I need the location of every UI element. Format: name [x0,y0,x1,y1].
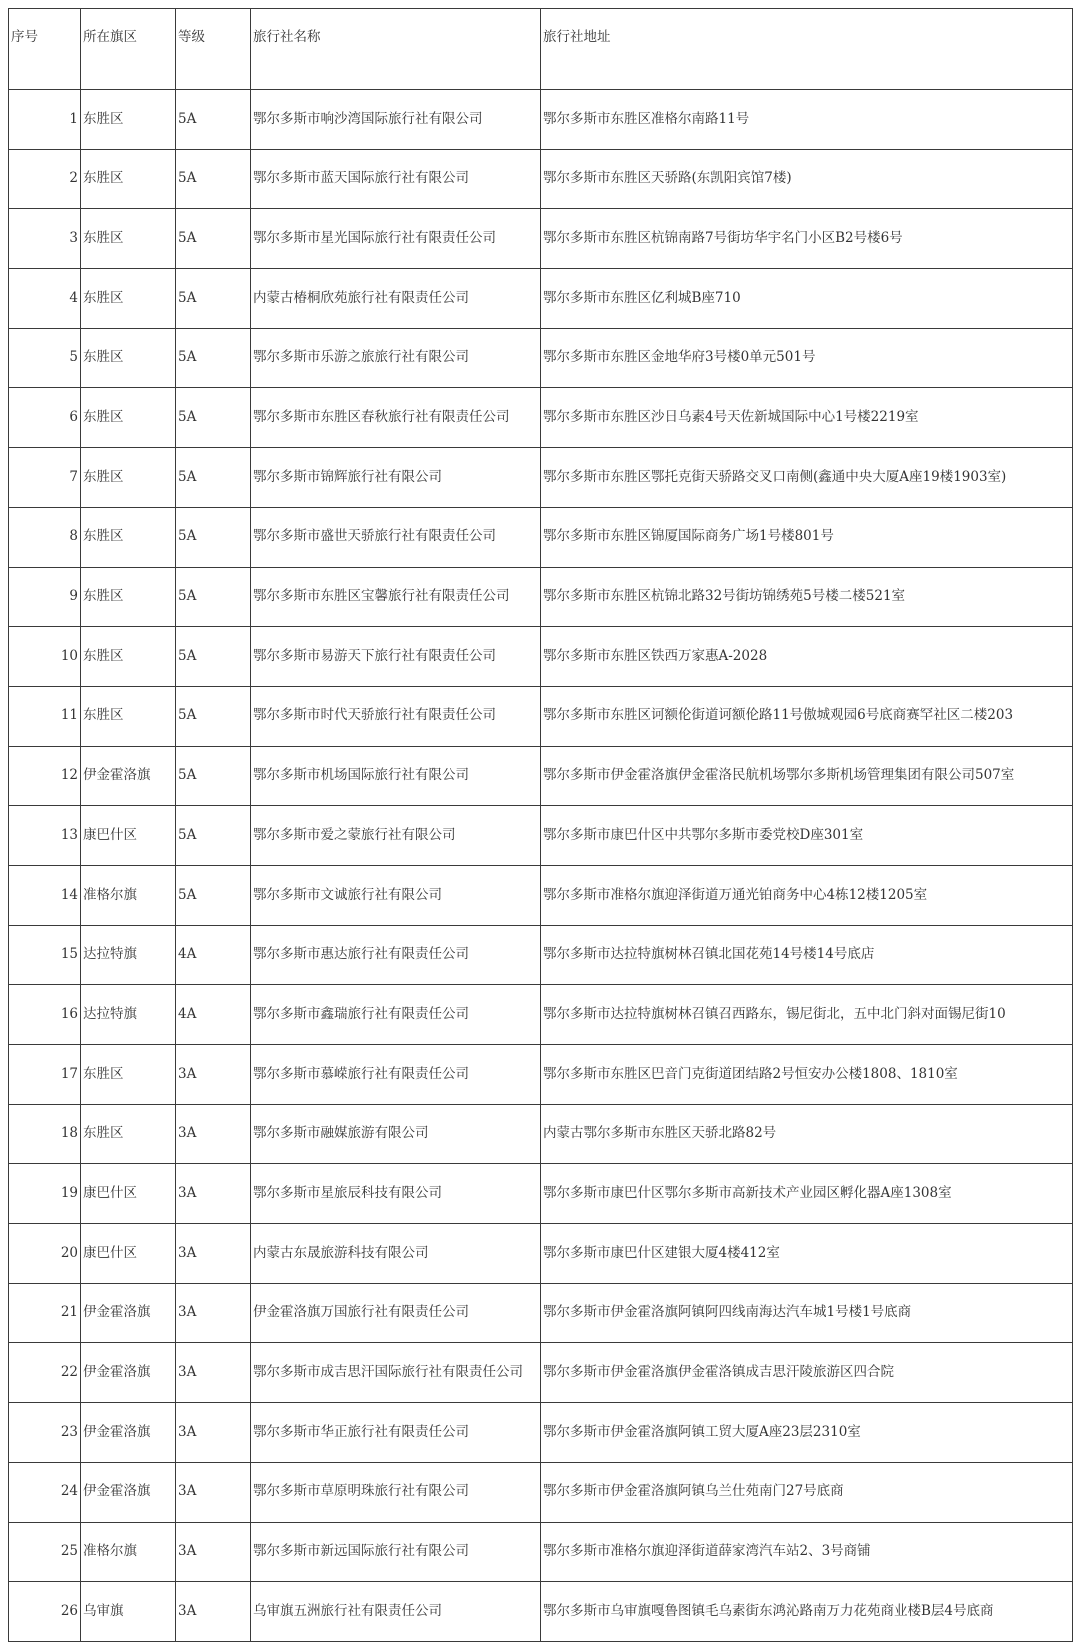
row-district: 乌审旗 [81,1582,176,1642]
row-number: 1 [9,90,81,150]
row-district: 康巴什区 [81,806,176,866]
row-number: 25 [9,1522,81,1582]
row-number: 7 [9,448,81,508]
row-agency-address: 鄂尔多斯市东胜区诃额伦街道诃额伦路11号傲城观园6号底商赛罕社区二楼203 [541,686,1073,746]
travel-agency-table [8,8,1073,1642]
row-district: 伊金霍洛旗 [81,746,176,806]
row-agency-address: 鄂尔多斯市东胜区天骄路(东凯阳宾馆7楼) [541,149,1073,209]
row-agency-name: 鄂尔多斯市锦辉旅行社有限公司 [251,448,541,508]
row-district: 东胜区 [81,388,176,448]
table-row [9,985,1073,1045]
row-level: 3A [176,1582,251,1642]
row-district: 伊金霍洛旗 [81,1343,176,1403]
row-agency-address: 鄂尔多斯市东胜区亿利城B座710 [541,269,1073,329]
row-district: 东胜区 [81,448,176,508]
table-row [9,865,1073,925]
table-row [9,925,1073,985]
row-agency-address: 鄂尔多斯市达拉特旗树林召镇召西路东，锡尼街北，五中北门斜对面锡尼街10 [541,985,1073,1045]
row-agency-name: 乌审旗五洲旅行社有限责任公司 [251,1582,541,1642]
table-row [9,1283,1073,1343]
row-level: 3A [176,1343,251,1403]
row-agency-address: 鄂尔多斯市东胜区巴音门克街道团结路2号恒安办公楼1808、1810室 [541,1045,1073,1105]
row-district: 东胜区 [81,507,176,567]
row-agency-name: 鄂尔多斯市星光国际旅行社有限责任公司 [251,209,541,269]
table-body [9,9,1073,1642]
table-row [9,1224,1073,1284]
table-row [9,1045,1073,1105]
row-district: 东胜区 [81,1104,176,1164]
table-row [9,328,1073,388]
header-district: 所在旗区 [81,9,176,90]
row-number: 5 [9,328,81,388]
row-number: 21 [9,1283,81,1343]
row-agency-name: 内蒙古椿桐欣苑旅行社有限责任公司 [251,269,541,329]
table-row [9,209,1073,269]
row-level: 3A [176,1045,251,1105]
table-row [9,1104,1073,1164]
row-number: 13 [9,806,81,866]
row-level: 5A [176,388,251,448]
row-agency-address: 鄂尔多斯市伊金霍洛旗伊金霍洛民航机场鄂尔多斯机场管理集团有限公司507室 [541,746,1073,806]
row-agency-address: 鄂尔多斯市东胜区鄂托克街天骄路交叉口南侧(鑫通中央大厦A座19楼1903室) [541,448,1073,508]
row-agency-name: 伊金霍洛旗万国旅行社有限责任公司 [251,1283,541,1343]
row-level: 5A [176,567,251,627]
row-agency-name: 鄂尔多斯市文诚旅行社有限公司 [251,865,541,925]
row-district: 准格尔旗 [81,1522,176,1582]
travel-agency-sheet [8,8,1072,1642]
header-level: 等级 [176,9,251,90]
row-number: 24 [9,1462,81,1522]
row-number: 16 [9,985,81,1045]
row-level: 4A [176,985,251,1045]
row-agency-address: 鄂尔多斯市乌审旗嘎鲁图镇毛乌素街东鸿沁路南万力花苑商业楼B层4号底商 [541,1582,1073,1642]
row-level: 3A [176,1224,251,1284]
row-agency-name: 鄂尔多斯市草原明珠旅行社有限公司 [251,1462,541,1522]
row-number: 14 [9,865,81,925]
table-row [9,448,1073,508]
row-district: 东胜区 [81,328,176,388]
row-number: 8 [9,507,81,567]
row-level: 5A [176,90,251,150]
row-level: 5A [176,865,251,925]
row-district: 东胜区 [81,686,176,746]
row-number: 9 [9,567,81,627]
row-number: 20 [9,1224,81,1284]
table-row [9,1522,1073,1582]
row-district: 准格尔旗 [81,865,176,925]
row-district: 达拉特旗 [81,925,176,985]
header-agency-address: 旅行社地址 [541,9,1073,90]
row-district: 康巴什区 [81,1164,176,1224]
table-row [9,1164,1073,1224]
row-agency-name: 鄂尔多斯市东胜区宝馨旅行社有限责任公司 [251,567,541,627]
table-row [9,388,1073,448]
row-agency-name: 鄂尔多斯市慕嵘旅行社有限责任公司 [251,1045,541,1105]
row-number: 4 [9,269,81,329]
table-row [9,1582,1073,1642]
row-level: 5A [176,746,251,806]
row-agency-address: 鄂尔多斯市康巴什区鄂尔多斯市高新技术产业园区孵化器A座1308室 [541,1164,1073,1224]
row-agency-address: 鄂尔多斯市康巴什区中共鄂尔多斯市委党校D座301室 [541,806,1073,866]
row-agency-name: 鄂尔多斯市响沙湾国际旅行社有限公司 [251,90,541,150]
row-agency-name: 鄂尔多斯市惠达旅行社有限责任公司 [251,925,541,985]
row-level: 3A [176,1104,251,1164]
row-level: 5A [176,507,251,567]
row-agency-name: 鄂尔多斯市华正旅行社有限责任公司 [251,1403,541,1463]
row-district: 东胜区 [81,149,176,209]
row-agency-name: 鄂尔多斯市时代天骄旅行社有限责任公司 [251,686,541,746]
row-number: 18 [9,1104,81,1164]
table-row [9,269,1073,329]
row-level: 3A [176,1403,251,1463]
row-level: 5A [176,209,251,269]
row-agency-address: 鄂尔多斯市东胜区杭锦南路7号街坊华宇名门小区B2号楼6号 [541,209,1073,269]
table-row [9,806,1073,866]
table-row [9,567,1073,627]
row-district: 东胜区 [81,269,176,329]
row-agency-address: 鄂尔多斯市东胜区铁西万家惠A-2028 [541,627,1073,687]
row-level: 5A [176,806,251,866]
row-level: 5A [176,149,251,209]
row-district: 东胜区 [81,90,176,150]
row-agency-name: 鄂尔多斯市新远国际旅行社有限公司 [251,1522,541,1582]
row-agency-name: 鄂尔多斯市东胜区春秋旅行社有限责任公司 [251,388,541,448]
row-agency-name: 鄂尔多斯市成吉思汗国际旅行社有限责任公司 [251,1343,541,1403]
row-district: 伊金霍洛旗 [81,1462,176,1522]
row-agency-name: 鄂尔多斯市爱之蒙旅行社有限公司 [251,806,541,866]
row-agency-address: 鄂尔多斯市伊金霍洛旗阿镇乌兰仕苑南门27号底商 [541,1462,1073,1522]
row-agency-name: 鄂尔多斯市蓝天国际旅行社有限公司 [251,149,541,209]
row-district: 达拉特旗 [81,985,176,1045]
row-district: 康巴什区 [81,1224,176,1284]
row-number: 2 [9,149,81,209]
header-agency-name: 旅行社名称 [251,9,541,90]
row-agency-address: 内蒙古鄂尔多斯市东胜区天骄北路82号 [541,1104,1073,1164]
table-row [9,90,1073,150]
row-number: 6 [9,388,81,448]
row-number: 3 [9,209,81,269]
row-level: 5A [176,627,251,687]
row-number: 15 [9,925,81,985]
row-agency-address: 鄂尔多斯市达拉特旗树林召镇北国花苑14号楼14号底店 [541,925,1073,985]
row-district: 伊金霍洛旗 [81,1403,176,1463]
table-row [9,1403,1073,1463]
row-level: 5A [176,448,251,508]
row-agency-name: 鄂尔多斯市机场国际旅行社有限公司 [251,746,541,806]
row-agency-address: 鄂尔多斯市伊金霍洛旗伊金霍洛镇成吉思汗陵旅游区四合院 [541,1343,1073,1403]
row-number: 26 [9,1582,81,1642]
table-row [9,1462,1073,1522]
row-number: 17 [9,1045,81,1105]
row-number: 10 [9,627,81,687]
row-number: 22 [9,1343,81,1403]
row-agency-address: 鄂尔多斯市东胜区杭锦北路32号街坊锦绣苑5号楼二楼521室 [541,567,1073,627]
row-district: 东胜区 [81,209,176,269]
row-agency-name: 鄂尔多斯市鑫瑞旅行社有限责任公司 [251,985,541,1045]
row-district: 伊金霍洛旗 [81,1283,176,1343]
row-level: 5A [176,269,251,329]
table-row [9,507,1073,567]
row-district: 东胜区 [81,567,176,627]
row-agency-address: 鄂尔多斯市康巴什区建银大厦4楼412室 [541,1224,1073,1284]
row-agency-name: 鄂尔多斯市易游天下旅行社有限责任公司 [251,627,541,687]
row-number: 11 [9,686,81,746]
row-agency-address: 鄂尔多斯市东胜区准格尔南路11号 [541,90,1073,150]
row-number: 19 [9,1164,81,1224]
row-level: 5A [176,686,251,746]
row-level: 5A [176,328,251,388]
row-agency-address: 鄂尔多斯市伊金霍洛旗阿镇工贸大厦A座23层2310室 [541,1403,1073,1463]
table-row [9,686,1073,746]
row-agency-name: 鄂尔多斯市星旅辰科技有限公司 [251,1164,541,1224]
row-agency-address: 鄂尔多斯市准格尔旗迎泽街道万通光铂商务中心4栋12楼1205室 [541,865,1073,925]
row-agency-address: 鄂尔多斯市准格尔旗迎泽街道薛家湾汽车站2、3号商铺 [541,1522,1073,1582]
row-agency-name: 内蒙古东晟旅游科技有限公司 [251,1224,541,1284]
row-level: 3A [176,1283,251,1343]
row-district: 东胜区 [81,627,176,687]
row-agency-address: 鄂尔多斯市伊金霍洛旗阿镇阿四线南海达汽车城1号楼1号底商 [541,1283,1073,1343]
row-agency-address: 鄂尔多斯市东胜区沙日乌素4号天佐新城国际中心1号楼2219室 [541,388,1073,448]
row-level: 3A [176,1164,251,1224]
row-district: 东胜区 [81,1045,176,1105]
table-row [9,627,1073,687]
table-row [9,1343,1073,1403]
row-level: 4A [176,925,251,985]
row-level: 3A [176,1462,251,1522]
row-agency-name: 鄂尔多斯市融媒旅游有限公司 [251,1104,541,1164]
table-row [9,746,1073,806]
header-no: 序号 [9,9,81,90]
row-agency-address: 鄂尔多斯市东胜区金地华府3号楼0单元501号 [541,328,1073,388]
table-row [9,149,1073,209]
row-level: 3A [176,1522,251,1582]
row-number: 12 [9,746,81,806]
row-number: 23 [9,1403,81,1463]
row-agency-name: 鄂尔多斯市盛世天骄旅行社有限责任公司 [251,507,541,567]
row-agency-address: 鄂尔多斯市东胜区锦厦国际商务广场1号楼801号 [541,507,1073,567]
row-agency-name: 鄂尔多斯市乐游之旅旅行社有限公司 [251,328,541,388]
header-row [9,9,1073,90]
